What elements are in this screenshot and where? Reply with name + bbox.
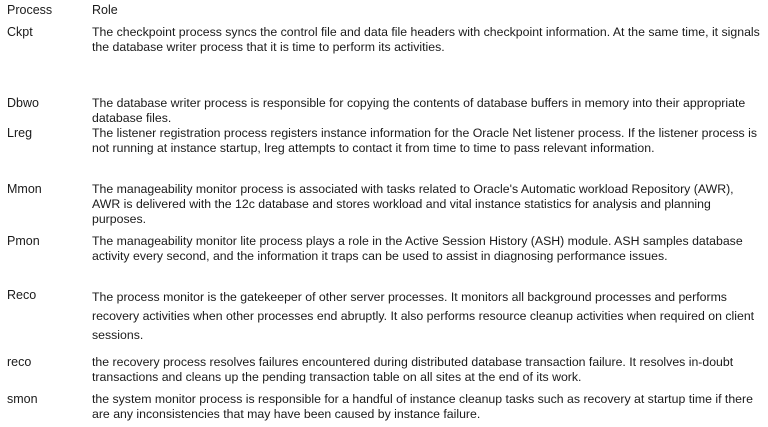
process-name: Lreg bbox=[7, 126, 33, 140]
process-name: Dbwo bbox=[7, 96, 39, 110]
process-role: the system monitor process is responsible for a handful of instance cleanup tasks such as recovery at startup time if there are any inconsistencies that may have been caused by instance failure. bbox=[92, 392, 753, 422]
process-role: The checkpoint process syncs the control file and data file headers with checkpoint information. At the same time, it signals the database writer process that it is time to perform its activities. bbox=[92, 25, 760, 55]
process-name: smon bbox=[7, 392, 38, 406]
process-role: The manageability monitor process is associated with tasks related to Oracle's Automatic workload Repository (AWR), AWR is delivered with the 12c database and stores workload and vital instance statistics for analysis and planning purposes. bbox=[92, 182, 734, 227]
process-role: The listener registration process registers instance information for the Oracle Net listener process. If the listener process is not running at instance startup, lreg attempts to contact it from time to time to pass relevant information. bbox=[92, 126, 757, 156]
process-name: Reco bbox=[7, 288, 37, 302]
process-name: Pmon bbox=[7, 234, 40, 248]
process-role: The process monitor is the gatekeeper of other server processes. It monitors all background processes and performs recovery activities when other processes end abruptly. It also performs resource cleanup activities when required on client sessions. bbox=[92, 290, 755, 342]
process-name: Ckpt bbox=[7, 25, 33, 39]
process-name: Mmon bbox=[7, 182, 42, 196]
process-name: reco bbox=[7, 355, 32, 369]
process-role: The manageability monitor lite process plays a role in the Active Session History (ASH) module. ASH samples database activity every second, and the information it traps can be used to assist in diagnosing performance issues. bbox=[92, 234, 743, 264]
process-column-header: Process bbox=[7, 3, 53, 17]
process-role: the recovery process resolves failures encountered during distributed database transaction failure. It resolves in-doubt transactions and cleans up the pending transaction table on all sites at the end of its work. bbox=[92, 355, 734, 385]
role-column-header: Role bbox=[92, 3, 118, 17]
process-role: The database writer process is responsible for copying the contents of database buffers in memory into their appropriate database files. bbox=[92, 96, 746, 126]
